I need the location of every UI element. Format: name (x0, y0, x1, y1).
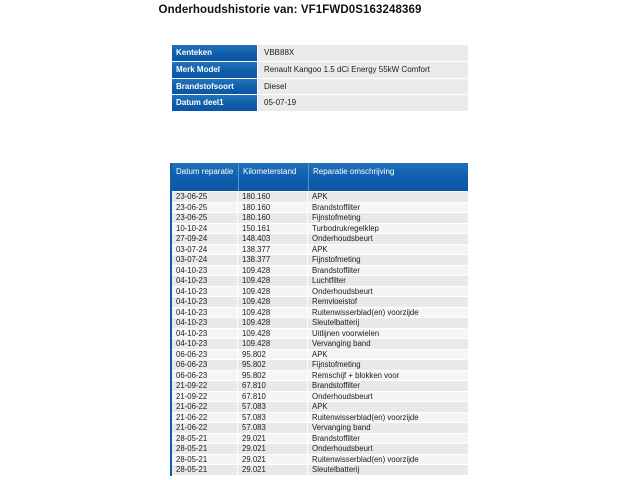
date-cell: 06-06-23 (172, 350, 238, 361)
column-header-reparatie-omschrijving: Reparatie omschrijving (308, 163, 468, 191)
desc-cell: Brandstoffilter (308, 266, 468, 277)
table-row (172, 360, 468, 371)
desc-cell: Onderhoudsbeurt (308, 392, 468, 403)
desc-cell: Turbodrukregelklep (308, 224, 468, 235)
page-title: Onderhoudshistorie van: VF1FWD0S163248369 (158, 4, 422, 16)
date-cell: 21-09-22 (172, 381, 238, 392)
km-cell: 95.802 (238, 360, 308, 371)
date-cell: 21-06-22 (172, 402, 238, 413)
date-cell: 06-06-23 (172, 360, 238, 371)
desc-cell: Luchtfilter (308, 276, 468, 287)
desc-cell: Vervanging band (308, 423, 468, 434)
km-cell: 109.428 (238, 339, 308, 350)
date-cell: 04-10-23 (172, 266, 238, 277)
info-label: Brandstofsoort (172, 79, 258, 96)
table-row (172, 392, 468, 403)
column-header-kilometerstand: Kilometerstand (238, 163, 308, 191)
desc-cell: Sleutelbatterij (308, 318, 468, 329)
desc-cell: Fijnstofmeting (308, 360, 468, 371)
table-row (172, 276, 468, 287)
km-cell: 95.802 (238, 350, 308, 361)
desc-cell: Onderhoudsbeurt (308, 444, 468, 455)
table-row (172, 266, 468, 277)
desc-cell: Onderhoudsbeurt (308, 234, 468, 245)
desc-cell: APK (308, 245, 468, 256)
date-cell: 23-06-25 (172, 203, 238, 214)
km-cell: 109.428 (238, 297, 308, 308)
date-cell: 03-07-24 (172, 255, 238, 266)
date-cell: 27-09-24 (172, 234, 238, 245)
desc-cell: Ruitenwisserblad(en) voorzijde (308, 413, 468, 424)
date-cell: 28-05-21 (172, 455, 238, 466)
table-row (172, 465, 468, 476)
km-cell: 109.428 (238, 287, 308, 298)
table-row (172, 245, 468, 256)
km-cell: 109.428 (238, 318, 308, 329)
desc-cell: Ruitenwisserblad(en) voorzijde (308, 308, 468, 319)
km-cell: 57.083 (238, 413, 308, 424)
info-value: 05-07-19 (258, 95, 468, 112)
km-cell: 57.083 (238, 402, 308, 413)
desc-cell: Onderhoudsbeurt (308, 287, 468, 298)
table-row (172, 434, 468, 445)
date-cell: 28-05-21 (172, 434, 238, 445)
km-cell: 180.160 (238, 192, 308, 203)
km-cell: 109.428 (238, 329, 308, 340)
desc-cell: Sleutelbatterij (308, 465, 468, 476)
column-header-datum-reparatie: Datum reparatie (176, 167, 234, 176)
desc-cell: Remschijf + blokken voor (308, 371, 468, 382)
desc-cell: APK (308, 350, 468, 361)
date-cell: 10-10-24 (172, 224, 238, 235)
table-row (172, 234, 468, 245)
table-row (172, 329, 468, 340)
repair-history-body (172, 192, 468, 476)
table-row (172, 224, 468, 235)
km-cell: 109.428 (238, 266, 308, 277)
info-label: Datum deel1 (172, 95, 258, 112)
km-cell: 67.810 (238, 381, 308, 392)
km-cell: 67.810 (238, 392, 308, 403)
date-cell: 03-07-24 (172, 245, 238, 256)
table-row (172, 287, 468, 298)
table-row (172, 203, 468, 214)
date-cell: 28-05-21 (172, 444, 238, 455)
km-cell: 57.083 (238, 423, 308, 434)
info-label: Kenteken (172, 45, 258, 62)
date-cell: 21-09-22 (172, 392, 238, 403)
vehicle-info-table (172, 45, 468, 112)
date-cell: 04-10-23 (172, 318, 238, 329)
desc-cell: Brandstoffilter (308, 434, 468, 445)
desc-cell: Brandstoffilter (308, 203, 468, 214)
table-row (172, 255, 468, 266)
table-row (172, 371, 468, 382)
table-row (172, 318, 468, 329)
desc-cell: Ruitenwisserblad(en) voorzijde (308, 455, 468, 466)
date-cell: 21-06-22 (172, 423, 238, 434)
km-cell: 109.428 (238, 308, 308, 319)
date-cell: 04-10-23 (172, 276, 238, 287)
km-cell: 109.428 (238, 276, 308, 287)
table-row (172, 423, 468, 434)
table-row (172, 339, 468, 350)
km-cell: 29.021 (238, 434, 308, 445)
info-value: VBB88X (258, 45, 468, 62)
table-row (172, 381, 468, 392)
km-cell: 29.021 (238, 455, 308, 466)
date-cell: 06-06-23 (172, 371, 238, 382)
table-row (172, 413, 468, 424)
km-cell: 29.021 (238, 444, 308, 455)
km-cell: 138.377 (238, 245, 308, 256)
date-cell: 23-06-25 (172, 213, 238, 224)
km-cell: 148.403 (238, 234, 308, 245)
table-row (172, 455, 468, 466)
repair-history-table (170, 163, 468, 476)
desc-cell: Brandstoffilter (308, 381, 468, 392)
km-cell: 180.160 (238, 213, 308, 224)
table-row (172, 402, 468, 413)
repair-history-header (172, 163, 468, 192)
vehicle-info-row (172, 79, 468, 96)
table-row (172, 444, 468, 455)
km-cell: 29.021 (238, 465, 308, 476)
desc-cell: Fijnstofmeting (308, 255, 468, 266)
table-row (172, 192, 468, 203)
date-cell: 28-05-21 (172, 465, 238, 476)
vehicle-info-row (172, 62, 468, 79)
table-row (172, 350, 468, 361)
desc-cell: APK (308, 402, 468, 413)
km-cell: 150.161 (238, 224, 308, 235)
table-row (172, 308, 468, 319)
desc-cell: Fijnstofmeting (308, 213, 468, 224)
info-value: Renault Kangoo 1.5 dCi Energy 55kW Comfort (258, 62, 468, 79)
info-value: Diesel (258, 79, 468, 96)
info-label: Merk Model (172, 62, 258, 79)
table-row (172, 213, 468, 224)
desc-cell: Vervanging band (308, 339, 468, 350)
date-cell: 04-10-23 (172, 287, 238, 298)
date-cell: 04-10-23 (172, 297, 238, 308)
date-cell: 04-10-23 (172, 329, 238, 340)
vehicle-info-row (172, 45, 468, 62)
vehicle-info-row (172, 95, 468, 112)
km-cell: 95.802 (238, 371, 308, 382)
date-cell: 23-06-25 (172, 192, 238, 203)
km-cell: 138.377 (238, 255, 308, 266)
desc-cell: Uitlijnen voorwielen (308, 329, 468, 340)
km-cell: 180.160 (238, 203, 308, 214)
date-cell: 04-10-23 (172, 339, 238, 350)
desc-cell: APK (308, 192, 468, 203)
date-cell: 04-10-23 (172, 308, 238, 319)
table-row (172, 297, 468, 308)
desc-cell: Remvloeistof (308, 297, 468, 308)
date-cell: 21-06-22 (172, 413, 238, 424)
